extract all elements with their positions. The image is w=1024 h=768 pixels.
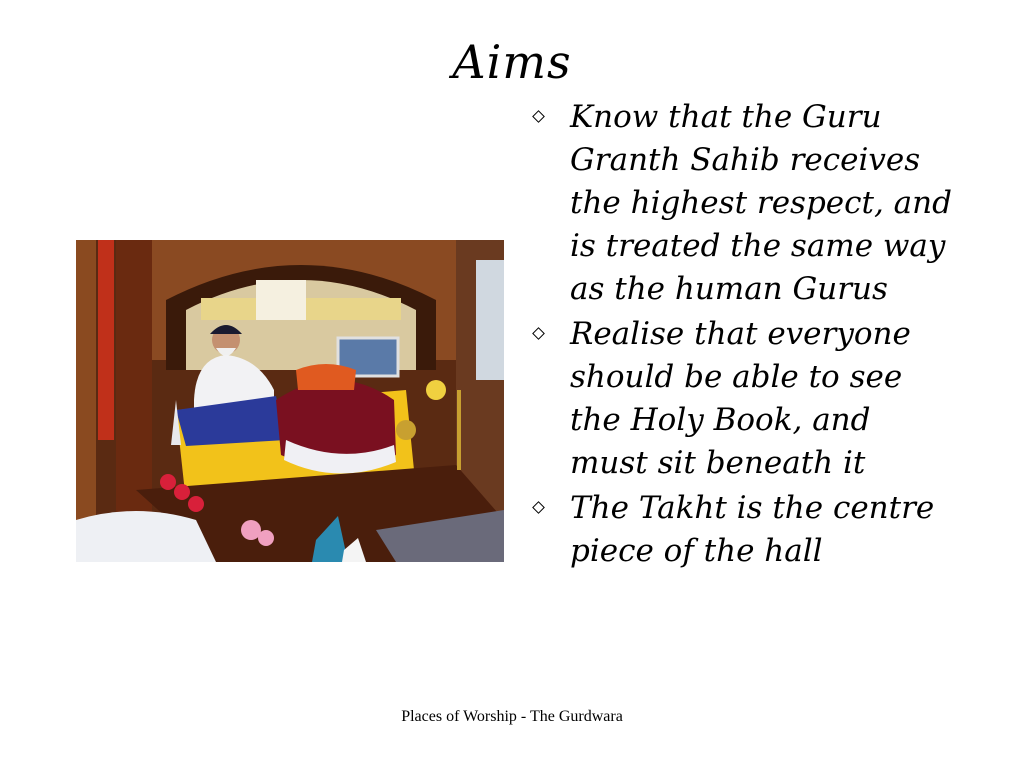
- red-curtain: [98, 240, 114, 440]
- red-flowers-3: [188, 496, 204, 512]
- bullet-text: Realise that everyone should be able to see the Holy Book, and must sit beneath it: [570, 316, 911, 481]
- bullet-item: [532, 96, 952, 311]
- orange-cloth: [296, 364, 356, 390]
- gurdwara-photo: [76, 240, 504, 562]
- bullet-item: [532, 313, 952, 485]
- red-flowers-2: [174, 484, 190, 500]
- bullet-item: [532, 487, 952, 573]
- right-window: [476, 260, 504, 380]
- bullet-list: [532, 96, 952, 575]
- slide-title: Aims: [452, 35, 572, 89]
- gurdwara-photo-illustration: [76, 240, 504, 562]
- pink-flowers: [241, 520, 261, 540]
- bullet-diamond-icon: [532, 327, 545, 340]
- chaur-stand: [457, 390, 461, 470]
- bullet-diamond-icon: [532, 110, 545, 123]
- left-pillar: [76, 240, 96, 562]
- chandelier: [256, 280, 306, 320]
- bullet-text: The Takht is the centre piece of the hall: [570, 490, 935, 569]
- bullet-text: Know that the Guru Granth Sahib receives the highest respect, and is treated the same way as the human Gurus: [570, 99, 952, 307]
- khanda-ornament: [396, 420, 416, 440]
- pink-flowers-2: [258, 530, 274, 546]
- slide-footer: Places of Worship - The Gurdwara: [401, 708, 623, 725]
- yellow-flowers: [426, 380, 446, 400]
- red-flowers-1: [160, 474, 176, 490]
- bullet-diamond-icon: [532, 501, 545, 514]
